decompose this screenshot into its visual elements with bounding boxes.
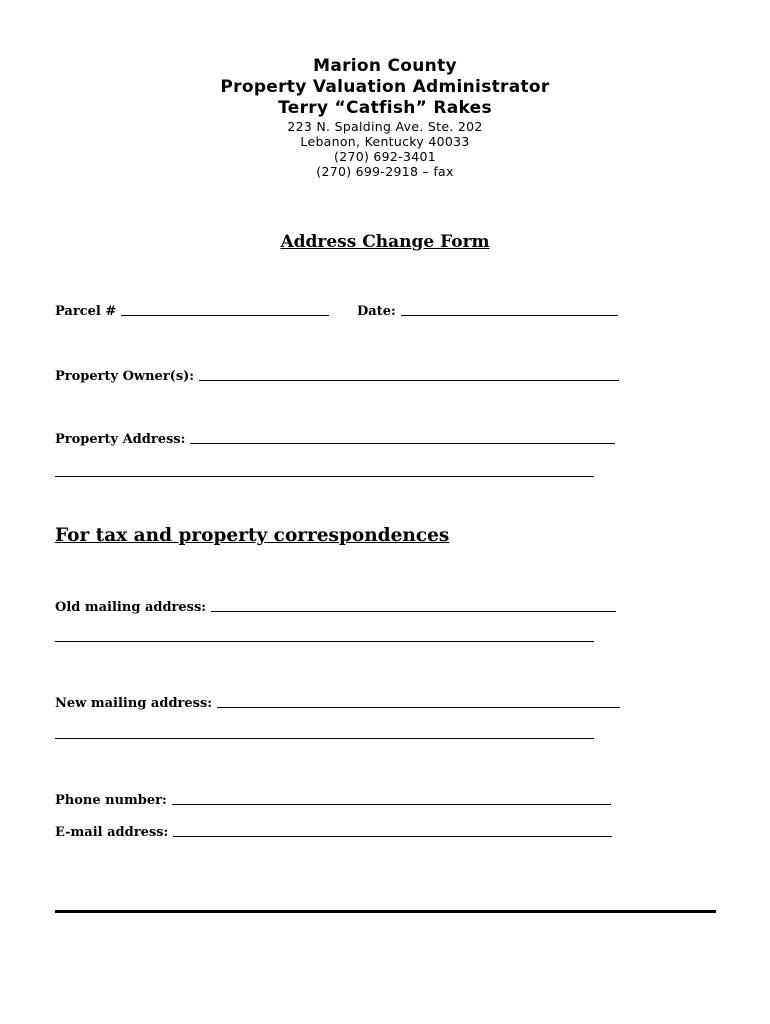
- date-label: Date:: [357, 304, 396, 319]
- owner-field: [55, 366, 619, 384]
- email-input-line[interactable]: [173, 824, 612, 837]
- property-address-field: [55, 429, 615, 447]
- parcel-field: [55, 301, 329, 319]
- old-mailing-field: [55, 597, 616, 615]
- new-mailing-input-line[interactable]: [217, 695, 620, 708]
- new-mailing-label: New mailing address:: [55, 696, 213, 711]
- office-name: Property Valuation Administrator: [220, 77, 550, 97]
- old-mailing-input-line[interactable]: [211, 599, 616, 612]
- old-mailing-line-2[interactable]: [55, 641, 594, 642]
- phone-number: (270) 692-3401: [334, 149, 436, 164]
- new-mailing-field: [55, 693, 620, 711]
- correspondence-heading: For tax and property correspondences: [55, 525, 450, 546]
- old-mailing-label: Old mailing address:: [55, 600, 207, 615]
- owner-label: Property Owner(s):: [55, 369, 195, 384]
- form-title: Address Change Form: [280, 232, 490, 252]
- phone-field: [55, 790, 611, 808]
- new-mailing-line-2[interactable]: [55, 738, 594, 739]
- parcel-input-line[interactable]: [121, 303, 329, 316]
- office-header: [0, 56, 770, 179]
- county-name: Marion County: [313, 56, 457, 76]
- property-address-input-line[interactable]: [190, 431, 615, 444]
- email-label: E-mail address:: [55, 825, 169, 840]
- fax-number: (270) 699-2918 – fax: [316, 164, 454, 179]
- street-address: 223 N. Spalding Ave. Ste. 202: [287, 119, 483, 134]
- email-field: [55, 822, 612, 840]
- property-address-line-2[interactable]: [55, 476, 594, 477]
- property-address-label: Property Address:: [55, 432, 186, 447]
- owner-input-line[interactable]: [199, 368, 619, 381]
- date-field: [357, 301, 618, 319]
- phone-input-line[interactable]: [172, 792, 611, 805]
- parcel-label: Parcel #: [55, 304, 117, 319]
- footer-divider: [55, 910, 716, 913]
- date-input-line[interactable]: [401, 303, 618, 316]
- city-state-zip: Lebanon, Kentucky 40033: [300, 134, 470, 149]
- phone-label: Phone number:: [55, 793, 167, 808]
- administrator-name: Terry “Catfish” Rakes: [278, 98, 492, 118]
